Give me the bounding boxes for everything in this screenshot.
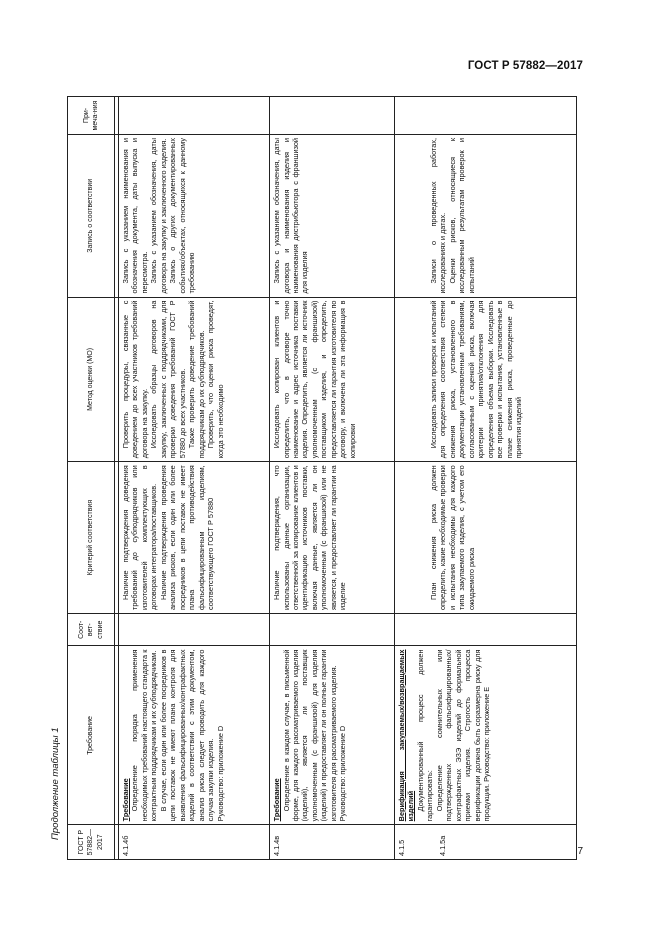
requirement-cell	[270, 646, 395, 825]
col-header-requirement: Требование	[68, 646, 115, 825]
method-text: Исследовать копирован клиентов и определить, что в договоре точно наименование и адрес источника поставки изделия. Определить, является ли источник уполномоченным (с франшизой) поставщиком изделия, и определить, предоставляется ли гарантия изготовителя по договору, и включена ли эта информация в копировки	[272, 300, 357, 459]
col-header-record: Запись о соответствии	[68, 134, 115, 297]
section-id: 4.1.5	[396, 839, 406, 856]
record-text: Запись с указанием обозначения, даты договора на закупку и заключенного изделия.	[149, 137, 168, 294]
record-cell	[270, 134, 395, 297]
requirement-text: Определение в каждом случае, в письменной форме, для каждого рассматриваемого изделия (изделий), является ли поставщик уполномоченным (с франшизой) для изделия (изделий) и предоставляет ли он полные гарантии изготовителя для рассматриваемого изделия.	[281, 649, 338, 822]
record-text: Запись с указанием обозначения, даты договора и наименования изделия и наименования дистрибьютора с франшизой для изделия	[272, 137, 310, 294]
method-text: Проверить, что оценки риска проведят, когда это необходимо	[206, 300, 225, 459]
record-text: Записи о проведенных работах, исследованиях и датах.	[428, 137, 448, 294]
criteria-text: Наличие подтверждения, что использованы данные организации, ответственной за копирование клиентов и идентификацию источников поставки, включая данные, является ли он уполномоченным (с франшизой) или не является, и предоставляет ли гарантии на изделие	[272, 465, 348, 610]
table-row	[270, 97, 395, 860]
notes-cell	[270, 97, 395, 135]
section-title: Верификация закупаемых/возвращаемых изделий	[396, 649, 416, 822]
method-text: Также проверить доведение требований поддрядчикам до их субподрядчиков.	[187, 300, 206, 459]
document-header: ГОСТ Р 57882—2017	[467, 60, 583, 72]
notes-cell	[394, 97, 576, 135]
compliance-cell	[119, 614, 270, 647]
record-cell	[119, 134, 270, 297]
criteria-text: Наличие подтверждения доведения требований до субподрядчиков или изготовителей комплектующих в договорах интегратора/поставщиков.	[121, 465, 159, 610]
clause-id: 4.1.4в	[270, 825, 395, 860]
table-row	[119, 97, 270, 860]
requirement-guidance: Руководство: приложение D	[338, 725, 348, 822]
rotated-table-container	[67, 96, 577, 860]
requirement-text: Определение порядка применения необходимых требований настоящего стандарта к контрактным поддрядчикам и их субподрядчикам.	[130, 649, 159, 822]
conformity-table	[67, 96, 577, 860]
col-header-compliance: Соот-вет-ствие	[68, 614, 115, 647]
table-caption: Продолжение таблицы 1	[50, 727, 61, 840]
method-text: Исследовать записи проверок и испытаний для определения соответствия степени снижения риска, установленного в документации установленным требованиям, согласованным с оценкой риска, включая критерии принятия/отклонения для определения объема выборки. Исследовать все проверки и испытания, установленные в плане снижения риска, проведенные до принятия изделий	[428, 300, 524, 459]
record-text: Запись о других документированных событиях/объектах, относящихся к данному требованию	[168, 137, 197, 294]
clause-id	[394, 825, 576, 860]
requirement-text: В случае, если один или более посредников в цепи поставок не имеют плана контроля для выявления фальсифицированных/контрафактных изделий в соответствии с этим документом, анализ риска следует проводить для каждого случая закупки изделия.	[158, 649, 216, 822]
method-cell	[119, 297, 270, 462]
clause-id: 4.1.4б	[119, 825, 270, 860]
col-header-notes: При-меча-ния	[68, 97, 115, 135]
notes-cell	[119, 97, 270, 135]
requirement-cell	[394, 646, 576, 825]
method-text: Проверить процедуры, связанные с доведением до всех участников требований договора на закупку.	[121, 300, 149, 459]
method-text: Исследовать образцы договоров на закупку, заключенных с поддрядчиками, для проверки доведения требований ГОСТ Р 57880 до всех участников.	[149, 300, 187, 459]
record-text: Оценки рисков, относящиеся к исследованным результатам проверок и испытаний	[447, 137, 476, 294]
compliance-cell	[394, 614, 576, 647]
method-cell	[270, 297, 395, 462]
requirement-text: Определение сомнительных или подтвержденных фальсифицированных/контрафактных ЭЗЭ изделий до формальной приемки изделия. Строгость процесса верификации должна быть соразмерна риску для продукции. Руководство: приложение E	[434, 649, 492, 822]
col-header-criteria: Критерий соответствия	[68, 462, 115, 614]
page-number: 7	[577, 846, 583, 857]
criteria-cell	[270, 462, 395, 614]
col-header-method: Метод оценки (МО)	[68, 297, 115, 462]
col-header-gost: ГОСТ Р 57882—2017	[68, 825, 115, 860]
subclause-id: 4.1.5а	[438, 835, 448, 856]
table-header-row	[68, 97, 115, 860]
table-row	[394, 97, 576, 860]
requirement-cell	[119, 646, 270, 825]
requirement-title: Требование	[121, 778, 130, 822]
criteria-text: Наличие подтверждения проведения анализа рисков, если один или более посредников в цепи поставок не имеет плана противодействия фальсифицированным изделиям, соответствующего ГОСТ Р 57880	[158, 465, 216, 610]
method-cell	[394, 297, 576, 462]
criteria-text: План снижения риска должен определить, какие необходимые проверки и испытания необходимы для каждого типа закупаемого изделия, с учетом его ожидаемого риска	[428, 465, 476, 610]
record-text: Запись с указанием наименования и обозначения документа, даты выпуска и пересмотра.	[121, 137, 149, 294]
requirement-title: Требование	[272, 778, 282, 822]
requirement-guidance: Руководство: приложение D	[215, 725, 225, 822]
record-cell	[394, 134, 576, 297]
compliance-cell	[270, 614, 395, 647]
section-text: Документированный процесс должен гарантировать:	[415, 649, 435, 822]
criteria-cell	[394, 462, 576, 614]
criteria-cell	[119, 462, 270, 614]
